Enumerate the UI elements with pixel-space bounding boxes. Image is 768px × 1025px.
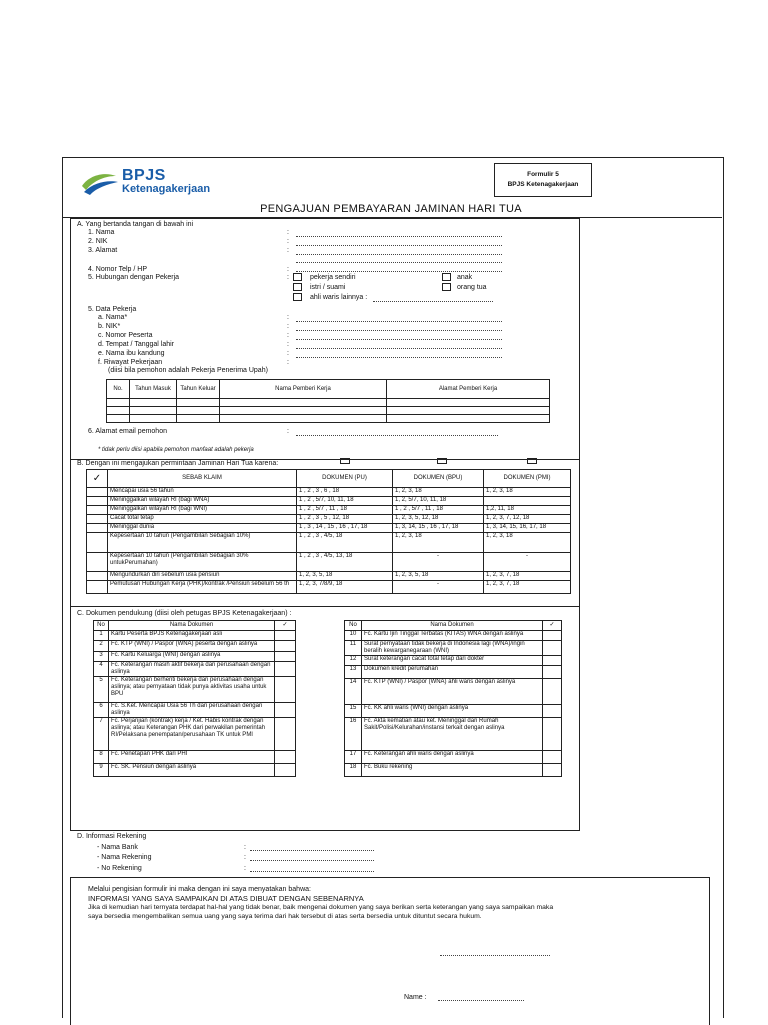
signature-line[interactable] bbox=[440, 955, 550, 956]
table-row[interactable] bbox=[107, 399, 550, 407]
docs-pu: 1, 2, 3, 5, 18 bbox=[297, 572, 393, 581]
colon: : bbox=[287, 314, 289, 321]
table-row bbox=[345, 666, 562, 679]
docs-pmi: 1, 2, 3, 7, 12, 18 bbox=[484, 515, 571, 524]
logo-name: BPJS bbox=[122, 167, 166, 184]
colon: : bbox=[287, 428, 289, 435]
doc-checkbox[interactable] bbox=[543, 666, 562, 679]
table-row bbox=[94, 764, 296, 777]
claim-reason: Mengundurkan diri sebelum usia pensiun bbox=[108, 572, 297, 581]
ahli-waris-input-line[interactable] bbox=[373, 301, 493, 302]
col-dokumen-pu: DOKUMEN (PU) bbox=[297, 470, 393, 488]
bpjs-logo bbox=[80, 168, 240, 198]
docs-bpu: 1, 2, 5/7, 10, 11, 18 bbox=[393, 497, 484, 506]
doc-checkbox[interactable] bbox=[543, 631, 562, 641]
claim-reason: Meninggalkan wilayah RI (bagi WNI) bbox=[108, 506, 297, 515]
doc-name: Fc. Akta kematian atau ket. Meninggal dari Rumah Sakit/Polisi/Kelurahan/instansi terkait dengan aslinya bbox=[362, 718, 543, 751]
riwayat-note: (diisi bila pemohon adalah Pekerja Penerima Upah) bbox=[108, 367, 268, 374]
label-alamat: 3. Alamat bbox=[88, 247, 118, 254]
label-nama-pekerja: a. Nama* bbox=[98, 314, 128, 321]
checkbox-pekerja-sendiri[interactable] bbox=[293, 273, 302, 281]
doc-number: 14 bbox=[345, 679, 362, 705]
doc-number: 13 bbox=[345, 666, 362, 679]
checkbox-anak[interactable] bbox=[442, 273, 451, 281]
docs-pu: 1, 2, 3, 7/8/9, 18 bbox=[297, 581, 393, 594]
table-row[interactable] bbox=[87, 515, 571, 524]
account-number-input-line[interactable] bbox=[250, 871, 374, 872]
docs-bpu: - bbox=[393, 581, 484, 594]
section-b-heading: B. Dengan ini mengajukan permintaan Jaminan Hari Tua karena: bbox=[77, 460, 279, 467]
colon: : bbox=[287, 247, 289, 254]
col-sebab-klaim: SEBAB KLAIM bbox=[108, 470, 297, 488]
doc-checkbox[interactable] bbox=[275, 662, 296, 677]
table-row[interactable] bbox=[87, 581, 571, 594]
doc-name: Fc. Keterangan ahli waris dengan aslinya bbox=[362, 751, 543, 764]
doc-number: 5 bbox=[94, 677, 109, 703]
doc-number: 3 bbox=[94, 652, 109, 662]
bpjs-logo-icon bbox=[80, 170, 120, 196]
label-nama-rekening: - Nama Rekening bbox=[97, 854, 152, 861]
statement-intro: Melalui pengisian formulir ini maka dengan ini saya menyatakan bahwa: bbox=[88, 886, 311, 893]
docs-pmi: 1,2, 11, 18 bbox=[484, 506, 571, 515]
label-nik-pekerja: b. NIK* bbox=[98, 323, 121, 330]
work-history-table bbox=[106, 379, 550, 423]
doc-number: 9 bbox=[94, 764, 109, 777]
option-anak: anak bbox=[457, 274, 473, 281]
table-row bbox=[94, 641, 296, 652]
doc-checkbox[interactable] bbox=[543, 679, 562, 705]
doc-name: Fc. KK ahli waris (WNI) dengan aslinya bbox=[362, 705, 543, 718]
docs-bpu: - bbox=[393, 553, 484, 572]
label-nomor-peserta: c. Nomor Peserta bbox=[98, 332, 153, 339]
table-row[interactable] bbox=[87, 488, 571, 497]
doc-checkbox[interactable] bbox=[275, 718, 296, 751]
table-row bbox=[345, 751, 562, 764]
doc-checkbox[interactable] bbox=[275, 703, 296, 718]
docs-pu: 1 , 3 , 14 , 15 , 16 , 17, 18 bbox=[297, 524, 393, 533]
table-row[interactable] bbox=[87, 533, 571, 553]
doc-number: 12 bbox=[345, 656, 362, 666]
name-input-line[interactable] bbox=[438, 1000, 524, 1001]
docs-bpu: 1, 2, 3, 5, 18 bbox=[393, 572, 484, 581]
claim-reason: Meninggal dunia bbox=[108, 524, 297, 533]
doc-name: Dokumen kredit perumahan bbox=[362, 666, 543, 679]
table-row bbox=[345, 631, 562, 641]
check-header: ✓ bbox=[87, 470, 108, 488]
supporting-docs-right bbox=[344, 620, 562, 777]
claim-checkbox[interactable] bbox=[87, 497, 108, 506]
form-org: BPJS Ketenagakerjaan bbox=[507, 181, 579, 188]
doc-checkbox[interactable] bbox=[275, 751, 296, 764]
email-input-line[interactable] bbox=[296, 435, 498, 436]
colon: : bbox=[244, 844, 246, 851]
col-dokumen-pmi: DOKUMEN (PMI) bbox=[484, 470, 571, 488]
label-nama-bank: - Nama Bank bbox=[97, 844, 138, 851]
col-tahun-masuk: Tahun Masuk bbox=[130, 380, 177, 399]
doc-checkbox[interactable] bbox=[275, 641, 296, 652]
nik-pekerja-input-line[interactable] bbox=[296, 330, 502, 331]
checkbox-istri-suami[interactable] bbox=[293, 283, 302, 291]
doc-name: Fc. Kartu Keluarga (WNI) dengan aslinya bbox=[109, 652, 275, 662]
statement-body: Jika di kemudian hari ternyata terdapat hal-hal yang tidak benar, baik mengenai dokumen yang saya berikan serta keterangan yang saya sampaikan maka saya bersedia mengembalikan semua uang yang saya terima dari hak tersebut di atas serta bersedia untuk dituntut secara hukum. bbox=[88, 904, 554, 920]
table-row bbox=[345, 656, 562, 666]
col-nama-dokumen: Nama Dokumen bbox=[109, 621, 275, 631]
claim-checkbox[interactable] bbox=[87, 515, 108, 524]
doc-number: 4 bbox=[94, 662, 109, 677]
doc-number: 16 bbox=[345, 718, 362, 751]
table-row[interactable] bbox=[87, 572, 571, 581]
doc-checkbox[interactable] bbox=[543, 764, 562, 777]
doc-name: Fc. Kartu Ijin Tinggal Terbatas (KITAS) WNA dengan aslinya bbox=[362, 631, 543, 641]
doc-name: Fc. SK. Pensiun dengan aslinya bbox=[109, 764, 275, 777]
doc-name: Kartu Peserta BPJS Ketenagakerjaan asli bbox=[109, 631, 275, 641]
doc-name: Surat keterangan cacat total tetap dari dokter bbox=[362, 656, 543, 666]
worker-note: * tidak perlu diisi apabila pemohon manfaat adalah pekerja bbox=[98, 447, 254, 453]
option-orang-tua: orang tua bbox=[457, 284, 487, 291]
label-hubungan: 5. Hubungan dengan Pekerja bbox=[88, 274, 180, 281]
doc-number: 7 bbox=[94, 718, 109, 751]
claim-checkbox[interactable] bbox=[87, 488, 108, 497]
col-check: ✓ bbox=[275, 621, 296, 631]
alamat-input-line[interactable] bbox=[296, 254, 502, 255]
claim-checkbox[interactable] bbox=[87, 553, 108, 572]
colon: : bbox=[244, 854, 246, 861]
doc-checkbox[interactable] bbox=[543, 705, 562, 718]
claim-checkbox[interactable] bbox=[87, 506, 108, 515]
docs-bpu: 1, 2, 3, 18 bbox=[393, 488, 484, 497]
claim-reason-table bbox=[86, 469, 571, 594]
claim-checkbox[interactable] bbox=[87, 572, 108, 581]
col-dokumen-bpu: DOKUMEN (BPU) bbox=[393, 470, 484, 488]
checkbox-pmi[interactable] bbox=[527, 458, 537, 464]
doc-checkbox[interactable] bbox=[543, 751, 562, 764]
table-row bbox=[94, 703, 296, 718]
option-ahli-waris: ahli waris lainnya : bbox=[310, 294, 368, 301]
doc-name: Fc. KTP (WNI) / Paspor (WNA) ahli waris dengan aslinya bbox=[362, 679, 543, 705]
doc-name: Fc. Buku rekening bbox=[362, 764, 543, 777]
table-row[interactable] bbox=[87, 553, 571, 572]
doc-name: Surat pernyataan tidak bekerja di Indonesia lagi (WNA)/ingin beralih kewarganegaraan (WNI) bbox=[362, 641, 543, 656]
table-row bbox=[345, 764, 562, 777]
form-number-box bbox=[494, 163, 592, 197]
ttl-input-line[interactable] bbox=[296, 348, 502, 349]
doc-checkbox[interactable] bbox=[543, 641, 562, 656]
claim-checkbox[interactable] bbox=[87, 524, 108, 533]
label-tempat-tanggal-lahir: d. Tempat / Tanggal lahir bbox=[98, 341, 175, 348]
alamat-input-line-2[interactable] bbox=[296, 262, 502, 263]
checkbox-pu[interactable] bbox=[340, 458, 350, 464]
doc-checkbox[interactable] bbox=[275, 631, 296, 641]
docs-bpu: 1, 3, 14, 15 , 16 , 17, 18 bbox=[393, 524, 484, 533]
claim-reason: Kepesertaan 10 tahun (Pengambilan Sebagian 10%) bbox=[108, 533, 297, 553]
colon: : bbox=[287, 332, 289, 339]
nik-input-line[interactable] bbox=[296, 245, 502, 246]
docs-pmi: 1, 3, 14, 15, 16, 17, 18 bbox=[484, 524, 571, 533]
colon: : bbox=[287, 274, 289, 281]
col-tahun-keluar: Tahun Keluar bbox=[177, 380, 220, 399]
doc-number: 6 bbox=[94, 703, 109, 718]
ibu-input-line[interactable] bbox=[296, 357, 502, 358]
label-telp: 4. Nomor Telp / HP bbox=[88, 266, 148, 273]
doc-checkbox[interactable] bbox=[543, 656, 562, 666]
doc-number: 17 bbox=[345, 751, 362, 764]
docs-pmi: 1, 2, 3, 7, 18 bbox=[484, 581, 571, 594]
col-no: No bbox=[345, 621, 362, 631]
doc-name: Fc. Perjanjian (kontrak) kerja / Ket. Habis kontrak dengan aslinya; atau Keterangan PHK dari perwakilan pemerintah RI/Pelaksana penempatan/perusahaan TK untuk PMI bbox=[109, 718, 275, 751]
docs-pu: 1 , 2 , 3 , 5 , 12, 18 bbox=[297, 515, 393, 524]
doc-name: Fc. Keterangan masih aktif bekerja dari perusahaan dengan aslinya bbox=[109, 662, 275, 677]
doc-number: 15 bbox=[345, 705, 362, 718]
form-number: Formulir 5 bbox=[527, 171, 559, 178]
table-row[interactable] bbox=[87, 524, 571, 533]
label-nama: 1. Nama bbox=[88, 229, 115, 236]
label-name: Name : bbox=[404, 994, 427, 1001]
doc-number: 18 bbox=[345, 764, 362, 777]
colon: : bbox=[244, 865, 246, 872]
doc-number: 1 bbox=[94, 631, 109, 641]
colon: : bbox=[287, 229, 289, 236]
docs-pu: 1 , 2 , 3 , 4/5, 13, 18 bbox=[297, 553, 393, 572]
colon: : bbox=[287, 350, 289, 357]
claim-reason: Pemutusan Hubungan Kerja (PHK)/kontrak /Pensiun sebelum 56 th bbox=[108, 581, 297, 594]
doc-checkbox[interactable] bbox=[543, 718, 562, 751]
logo-subtitle: Ketenagakerjaan bbox=[122, 183, 211, 195]
table-row bbox=[94, 662, 296, 677]
docs-pmi: 1, 2, 3, 18 bbox=[484, 488, 571, 497]
label-email: 6. Alamat email pemohon bbox=[88, 428, 167, 435]
nomor-peserta-input-line[interactable] bbox=[296, 339, 502, 340]
col-no: No. bbox=[107, 380, 130, 399]
docs-pu: 1 , 2 , 3 , 4/5, 18 bbox=[297, 533, 393, 553]
docs-pu: 1 , 2 , 3 , 6 , 18 bbox=[297, 488, 393, 497]
colon: : bbox=[287, 323, 289, 330]
col-nama-dokumen: Nama Dokumen bbox=[362, 621, 543, 631]
account-name-input-line[interactable] bbox=[250, 860, 374, 861]
table-row[interactable] bbox=[107, 407, 550, 415]
label-no-rekening: - No Rekening bbox=[97, 865, 142, 872]
table-row[interactable] bbox=[87, 506, 571, 515]
claim-checkbox[interactable] bbox=[87, 581, 108, 594]
table-row bbox=[94, 677, 296, 703]
table-row bbox=[345, 641, 562, 656]
claim-checkbox[interactable] bbox=[87, 533, 108, 553]
docs-pmi: 1, 2, 3, 7, 18 bbox=[484, 572, 571, 581]
table-row bbox=[94, 652, 296, 662]
doc-number: 11 bbox=[345, 641, 362, 656]
telp-input-line[interactable] bbox=[296, 271, 502, 272]
claim-reason: Kepesertaan 10 tahun (Pengambilan Sebagian 30% untukPerumahan) bbox=[108, 553, 297, 572]
bank-input-line[interactable] bbox=[250, 850, 374, 851]
col-no: No bbox=[94, 621, 109, 631]
docs-pmi: 1, 2, 3, 18 bbox=[484, 533, 571, 553]
table-row bbox=[345, 679, 562, 705]
col-alamat-pemberi-kerja: Alamat Pemberi Kerja bbox=[387, 380, 550, 399]
option-pekerja-sendiri: pekerja sendiri bbox=[310, 274, 356, 281]
doc-checkbox[interactable] bbox=[275, 764, 296, 777]
page-title: PENGAJUAN PEMBAYARAN JAMINAN HARI TUA bbox=[260, 203, 522, 215]
supporting-docs-left bbox=[93, 620, 296, 777]
claim-reason: Mencapai usia 56 tahun bbox=[108, 488, 297, 497]
docs-bpu: 1, 2, 3, 5, 12, 18 bbox=[393, 515, 484, 524]
doc-number: 2 bbox=[94, 641, 109, 652]
option-istri-suami: istri / suami bbox=[310, 284, 346, 291]
section-a-heading: A. Yang bertanda tangan di bawah ini bbox=[77, 221, 194, 228]
doc-name: Fc. Penetapan PHK dari PHI bbox=[109, 751, 275, 764]
data-pekerja-heading: 5. Data Pekerja bbox=[88, 306, 137, 313]
checkbox-bpu[interactable] bbox=[437, 458, 447, 464]
doc-name: Fc. KTP (WNI) / Paspor (WNA) peserta dengan aslinya bbox=[109, 641, 275, 652]
nama-pekerja-input-line[interactable] bbox=[296, 321, 502, 322]
doc-name: Fc. Keterangan berhenti bekerja dari perusahaan dengan aslinya; atau pernyataan tidak punya aktivitas usaha untuk BPU bbox=[109, 677, 275, 703]
label-riwayat: f. Riwayat Pekerjaan bbox=[98, 359, 163, 366]
checkbox-orang-tua[interactable] bbox=[442, 283, 451, 291]
col-nama-pemberi-kerja: Nama Pemberi Kerja bbox=[220, 380, 387, 399]
doc-checkbox[interactable] bbox=[275, 677, 296, 703]
label-nik: 2. NIK bbox=[88, 238, 108, 245]
claim-reason: Cacat total tetap bbox=[108, 515, 297, 524]
docs-bpu: 1, 2, 3, 18 bbox=[393, 533, 484, 553]
colon: : bbox=[287, 238, 289, 245]
statement-bold: INFORMASI YANG SAYA SAMPAIKAN DI ATAS DIBUAT DENGAN SEBENARNYA bbox=[88, 894, 364, 903]
label-nama-ibu: e. Nama ibu kandung bbox=[98, 350, 165, 357]
table-row bbox=[94, 718, 296, 751]
doc-name: Fc. S.Ket. Mencapai Usia 56 Th dari perusahaan dengan aslinya bbox=[109, 703, 275, 718]
colon: : bbox=[287, 266, 289, 273]
colon: : bbox=[287, 341, 289, 348]
docs-pmi bbox=[484, 497, 571, 506]
section-d-heading: D. Informasi Rekening bbox=[77, 833, 147, 840]
nama-input-line[interactable] bbox=[296, 236, 502, 237]
doc-checkbox[interactable] bbox=[275, 652, 296, 662]
table-row bbox=[345, 705, 562, 718]
table-row bbox=[94, 631, 296, 641]
docs-bpu: 1 , 2 , 5/7 , 11 , 18 bbox=[393, 506, 484, 515]
table-row[interactable] bbox=[107, 415, 550, 423]
table-row[interactable] bbox=[87, 497, 571, 506]
checkbox-ahli-waris[interactable] bbox=[293, 293, 302, 301]
doc-number: 10 bbox=[345, 631, 362, 641]
docs-pu: 1 , 2 , 5/7 , 11 , 18 bbox=[297, 506, 393, 515]
table-row bbox=[94, 751, 296, 764]
docs-pmi: - bbox=[484, 553, 571, 572]
docs-pu: 1 , 2 , 5/7, 10, 11, 18 bbox=[297, 497, 393, 506]
table-row bbox=[345, 718, 562, 751]
col-check: ✓ bbox=[543, 621, 562, 631]
claim-reason: Meninggalkan wilayah RI (bagi WNA) bbox=[108, 497, 297, 506]
colon: : bbox=[287, 359, 289, 366]
section-c-heading: C. Dokumen pendukung (diisi oleh petugas BPJS Ketenagakerjaan) : bbox=[77, 610, 292, 617]
doc-number: 8 bbox=[94, 751, 109, 764]
